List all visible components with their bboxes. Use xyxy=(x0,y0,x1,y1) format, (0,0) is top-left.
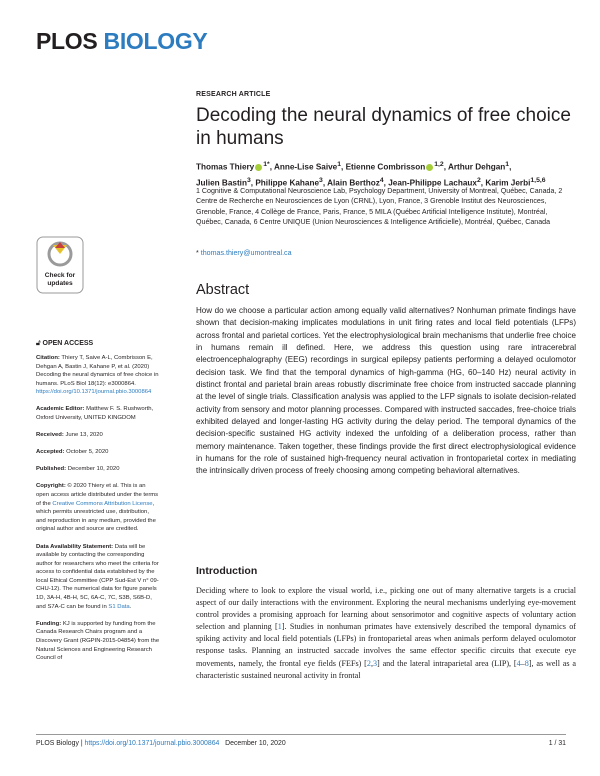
corresponding-email xyxy=(196,249,292,257)
article-title: Decoding the neural dynamics of free choice in humans xyxy=(196,105,571,149)
editor-label: Academic Editor: xyxy=(36,406,85,413)
intro-text-run: Deciding where to look to explore the visual world, i.e., picking one out of many alternative targets is a crucial aspect of our daily interactions with the environment. Exploring the neural mechanisms underlying eye-movement control provides a promising approach for learning about sensorimotor and cognitive aspects of voluntary action selection and planning [ xyxy=(196,586,576,632)
abstract-heading: Abstract xyxy=(196,282,250,298)
funding-label: Funding: xyxy=(36,620,62,627)
journal-name-biology: BIOLOGY xyxy=(103,28,208,54)
check-for-updates-badge[interactable] xyxy=(36,236,84,294)
accepted-date: October 5, 2020 xyxy=(66,449,109,456)
author-name[interactable]: , Etienne Combrisson xyxy=(341,162,426,172)
received-date: June 13, 2020 xyxy=(65,432,103,439)
intro-text-run: ] and the lateral intraparietal area (LIP), [ xyxy=(377,658,517,668)
citation-block xyxy=(36,354,160,397)
copyright-block xyxy=(36,482,160,534)
open-access-label xyxy=(36,340,93,348)
open-access-text: OPEN ACCESS xyxy=(42,340,94,347)
author-affil: 1,2 xyxy=(434,161,444,168)
funding-block xyxy=(36,620,160,663)
footer-divider xyxy=(36,734,566,735)
introduction-heading: Introduction xyxy=(196,565,258,577)
author-affil: 3 xyxy=(246,176,251,184)
footer-doi-link[interactable]: https://doi.org/10.1371/journal.pbio.3000864 xyxy=(84,740,220,747)
accepted-block xyxy=(36,448,160,457)
received-label: Received: xyxy=(36,432,64,439)
copyright-text: , which permits unrestricted use, distribution, and reproduction in any medium, provided the original author and source are credited. xyxy=(36,500,156,533)
data-availability-text: . xyxy=(129,603,132,610)
author-name[interactable]: Thomas Thiery xyxy=(196,162,255,172)
author-name[interactable]: , Philippe Kahane xyxy=(250,178,320,188)
footer-separator: | xyxy=(78,740,85,747)
citation-text: Thiery T, Saive A-L, Combrisson E, Dehgan A, Bastin J, Kahane P, et al. (2020) Decoding the neural dynamics of free choice in humans. PLoS Biol 18(12): e3000864. xyxy=(36,355,159,387)
badge-line1: Check for xyxy=(44,272,76,279)
author-affil: 4 xyxy=(379,176,384,184)
author-list: Thomas Thiery $^{1*}$, Anne-Lise Saive$^1$, Etienne Combrisson $^{1,2}$, Arthur Dehgan$^1$, Julien Bastin$^3$, Philippe Kahane$^3$, Alain Berthoz$^4$, Jean-Philippe Lachaux$^2$, Karim Jerbi$^{1,5,6}$ xyxy=(196,161,546,188)
editor-text: Matthew F. S. Rushworth, Oxford University, UNITED KINGDOM xyxy=(36,406,154,422)
citation-link[interactable]: 2 xyxy=(366,658,371,668)
citation-link[interactable]: 8 xyxy=(524,658,529,668)
citation-doi-link[interactable]: https://doi.org/10.1371/journal.pbio.3000864 xyxy=(36,389,152,396)
journal-logo xyxy=(36,28,207,55)
author-affil: 1 xyxy=(337,161,342,168)
email-link[interactable]: thomas.thiery@umontreal.ca xyxy=(200,249,292,257)
s1-data-link[interactable]: S1 Data xyxy=(108,603,130,610)
copyright-label: Copyright: xyxy=(36,483,66,490)
footer-date: December 10, 2020 xyxy=(225,740,286,747)
intro-text-run: – xyxy=(520,658,525,668)
published-block xyxy=(36,465,160,474)
orcid-icon[interactable] xyxy=(426,164,433,171)
article-type: RESEARCH ARTICLE xyxy=(196,91,271,98)
citation-link[interactable]: 3 xyxy=(372,658,378,668)
email-marker: * xyxy=(196,249,199,257)
footer-journal: PLOS Biology xyxy=(36,740,79,747)
author-affil: 1 xyxy=(505,161,510,168)
journal-name-plos: PLOS xyxy=(36,28,98,54)
citation-label: Citation: xyxy=(36,355,60,361)
intro-text-run: , xyxy=(370,658,373,668)
received-block xyxy=(36,431,160,440)
author-affil: 3 xyxy=(319,176,323,184)
author-name[interactable]: , Jean-Philippe Lachaux xyxy=(383,178,477,188)
author-affil: 1,5,6 xyxy=(530,176,546,184)
data-availability-text: Data will be available by contacting the corresponding author for researchers who meet the criteria for access to confidential data established by the local Ethical Committee (CPP Sud-Est V n° 09-CHU-12). The numerical data for figure panels 1D, 3A-H, 4B-H, 5C, 6A-C, 7C, S3B, S6B-D, and S7A-C can be found in xyxy=(36,543,159,610)
orcid-icon[interactable] xyxy=(255,164,262,171)
editor-block xyxy=(36,405,160,422)
data-availability-block xyxy=(36,543,160,612)
citation-link[interactable]: 4 xyxy=(516,658,521,668)
author-name[interactable]: , Anne-Lise Saive xyxy=(269,162,338,172)
author-affil: 1* xyxy=(263,161,270,168)
intro-text-run: ]. Studies in nonhuman primates have extensively described the temporal dynamics of spiking activity and local field potentials (LFPs) in frontoparietal areas when animals perform delayed oculomotor response tasks. Planning an instructed saccade involves the same effector specific circuits that execute eye movements, namely, the frontal eye fields (FEFs) [ xyxy=(196,622,576,668)
published-label: Published: xyxy=(36,466,67,473)
open-access-icon: 🔓︎ xyxy=(36,340,41,347)
page-footer xyxy=(36,740,566,747)
citation-link[interactable]: 1 xyxy=(277,622,282,632)
abstract-body: How do we choose a particular action among equally valid alternatives? Nonhuman primate findings have shown that decision-making implicates modulations in unit firing rates and local field potentials (LFPs) across frontal and parietal cortices. Yet the electrophysiological brain mechanisms that underlie free choice in humans remain ill defined. Here, we address this question using rare intracerebral electroencephalography (EEG) recordings in surgical epilepsy patients performing a delayed oculomotor decision task. We find that the temporal dynamics of high-gamma (HG, 60–140 Hz) neural activity in distinct frontal and parietal brain areas robustly discriminate free choice from instructed saccade planning at the level of single trials. Classification analysis was applied to the LFP signals to isolate decision-related activity from sensory and motor planning processes. Compared with instructed saccades, free-choice trials exhibited delayed and longer-lasting HG activity during the delay period. The temporal dynamics of the decision-specific sustained HG activity indexed the unfolding of a deliberation process, rather than memory maintenance. Taken together, these findings provide the first direct electrophysiological evidence in humans for the role of sustained high-frequency neural activation in frontoparietal cortex in mediating the intrinsically driven process of freely choosing among competing behavioral alternatives. xyxy=(196,306,576,476)
article-metadata-sidebar xyxy=(36,354,160,671)
affiliations: 1 Cognitive & Computational Neuroscience Lab, Psychology Department, University of Montreal, Québec, Canada, 2 Centre de Recherche en Neurosciences de Lyon (CRNL), Lyon, France, 3 Grenoble Institut des Neurosciences, Grenoble, France, 4 Collège de France, Paris, France, 5 MILA (Québec Artificial Intelligence Institute), Montréal, Québec, Canada, 6 Centre UNIQUE (Union Neurosciences & Intelligence Artificielle), Montréal, Québec, Canada xyxy=(196,187,563,226)
intro-text-run: ], as well as a characteristic sustained neuronal activity in frontal xyxy=(196,658,576,680)
funding-text: KJ is supported by funding from the Canada Research Chairs program and a Discovery Grant (RGPIN-2015-04854) from the Natural Sciences and Engineering Research Council of xyxy=(36,620,160,662)
published-date: December 10, 2020 xyxy=(67,466,120,473)
author-affil: 2 xyxy=(476,176,481,184)
data-availability-label: Data Availability Statement: xyxy=(36,543,114,550)
page-number: 1 / 31 xyxy=(548,740,566,747)
footer-citation xyxy=(36,740,286,747)
license-link[interactable]: Creative Commons Attribution License xyxy=(52,500,153,507)
author-name[interactable]: , Karim Jerbi xyxy=(480,178,531,188)
author-name[interactable]: , Arthur Dehgan xyxy=(443,162,506,172)
author-name[interactable]: Julien Bastin xyxy=(196,178,247,188)
copyright-text: © 2020 Thiery et al. This is an open access article distributed under the terms of the xyxy=(36,483,159,507)
badge-line2: updates xyxy=(47,280,73,287)
introduction-body xyxy=(196,585,576,682)
author-name[interactable]: , Alain Berthoz xyxy=(322,178,380,188)
accepted-label: Accepted: xyxy=(36,449,65,456)
